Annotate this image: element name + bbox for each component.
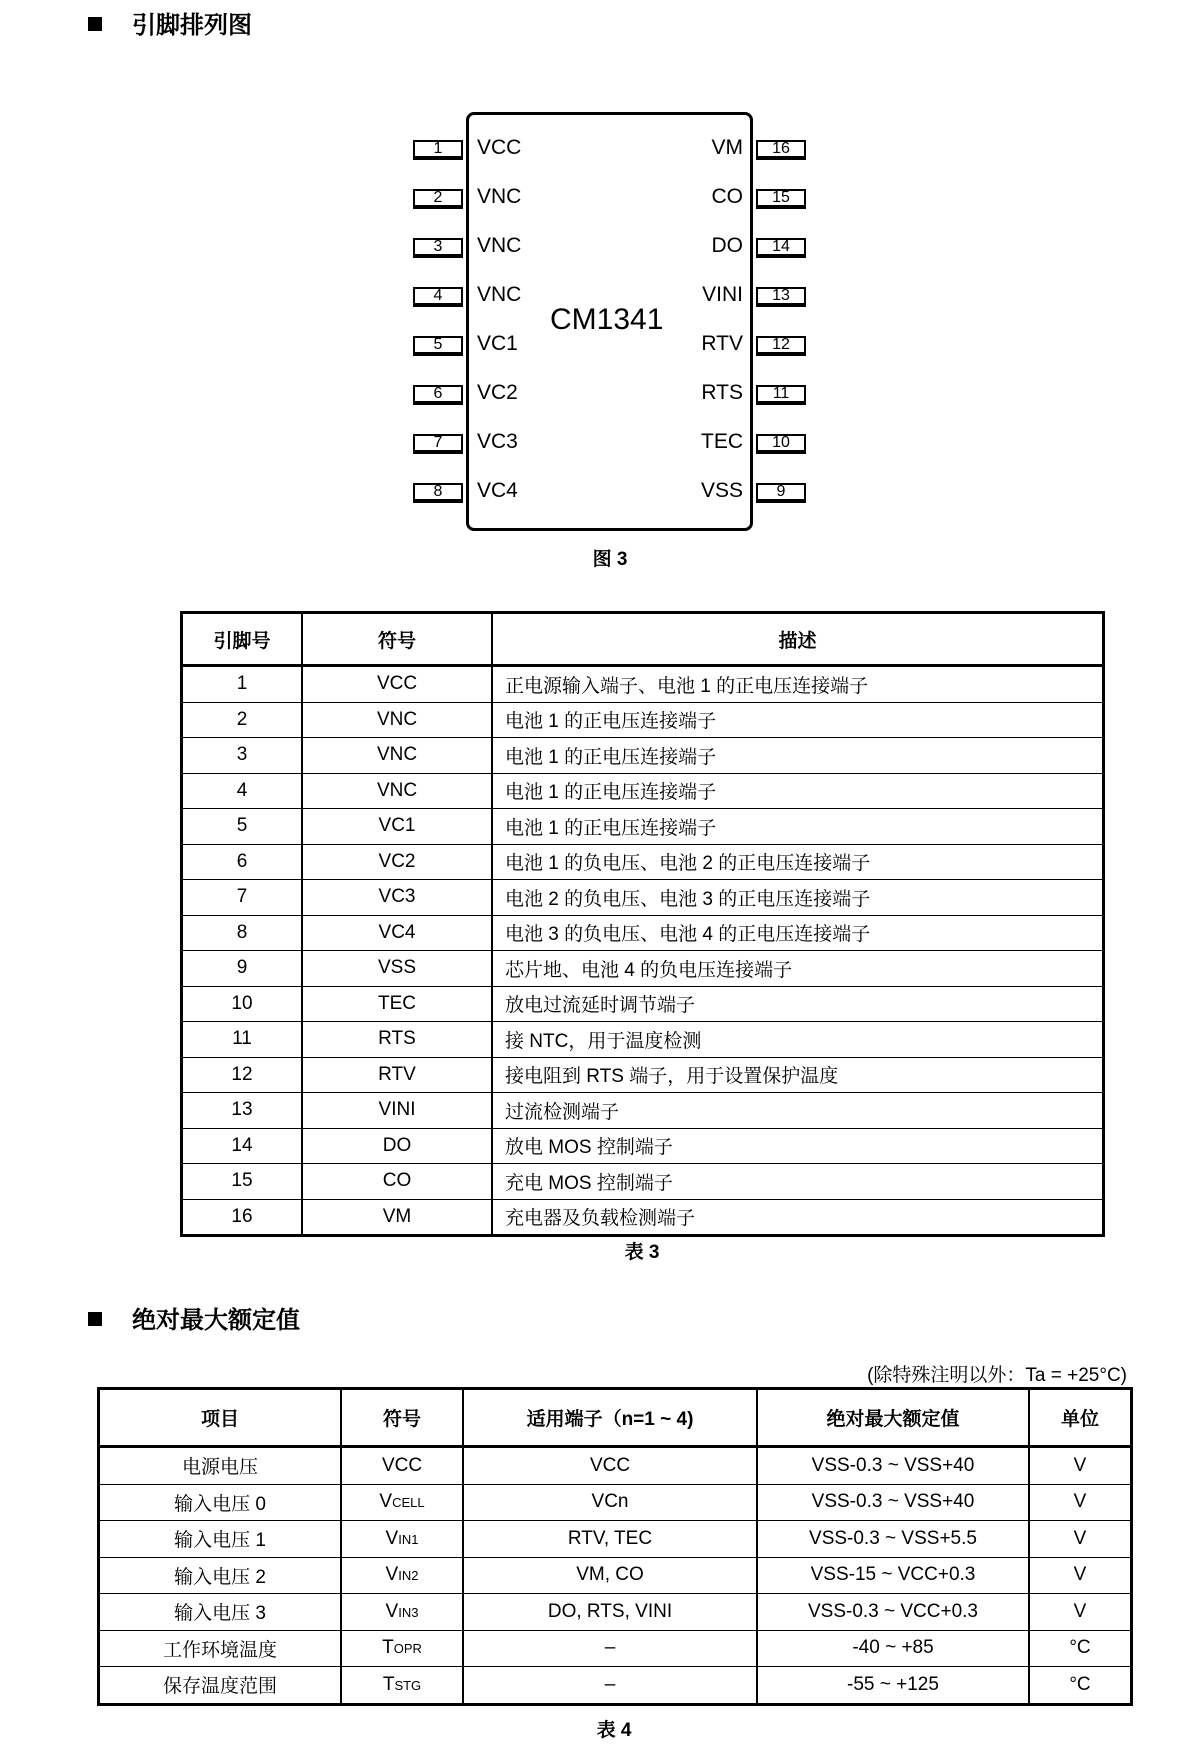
pin-number-box: 11 [756, 385, 806, 405]
absolute-max-rating-table [97, 1387, 1133, 1706]
symbol-cell [341, 1557, 463, 1594]
pin-number-cell: 2 [182, 702, 303, 738]
description-cell: 接 NTC，用于温度检测 [492, 1022, 1104, 1058]
description-cell: 电池 1 的正电压连接端子 [492, 738, 1104, 774]
unit-cell: V [1029, 1447, 1132, 1485]
pin-description-table [180, 611, 1105, 1237]
pin-label: CO [711, 185, 743, 208]
table-row [99, 1484, 1132, 1521]
table-row [99, 1630, 1132, 1667]
unit-cell: °C [1029, 1630, 1132, 1667]
section-heading-abs-max [88, 1307, 300, 1335]
symbol-subscript: STG [394, 1677, 422, 1693]
table-row [99, 1557, 1132, 1594]
symbol-subscript: IN2 [398, 1568, 419, 1584]
description-cell: 充电器及负载检测端子 [492, 1199, 1104, 1236]
pin-number-cell: 4 [182, 773, 303, 809]
pin-label: VC1 [477, 332, 518, 355]
applicable-pins-cell: VCC [463, 1447, 757, 1485]
item-cell: 输入电压 2 [99, 1557, 342, 1594]
table-row [182, 1128, 1104, 1164]
symbol-subscript: IN1 [398, 1531, 419, 1547]
symbol-cell: VINI [302, 1093, 492, 1129]
square-bullet-icon [88, 1312, 102, 1326]
column-header: 引脚号 [182, 613, 303, 666]
table-row [99, 1667, 1132, 1705]
pin-label: VNC [477, 283, 522, 306]
symbol-cell: RTV [302, 1057, 492, 1093]
symbol-cell: VM [302, 1199, 492, 1236]
symbol-text: T [382, 1637, 394, 1659]
applicable-pins-cell: RTV, TEC [463, 1521, 757, 1558]
figure-caption: 图 3 [592, 549, 628, 570]
symbol-cell [341, 1447, 463, 1485]
unit-cell: V [1029, 1557, 1132, 1594]
table-row [182, 1199, 1104, 1236]
symbol-subscript: CELL [392, 1495, 425, 1511]
pin-number-cell: 7 [182, 880, 303, 916]
pin-number-box: 9 [756, 483, 806, 503]
item-cell: 输入电压 0 [99, 1484, 342, 1521]
description-cell: 电池 2 的负电压、电池 3 的正电压连接端子 [492, 880, 1104, 916]
table-row [182, 1093, 1104, 1129]
symbol-cell: VNC [302, 773, 492, 809]
column-header: 适用端子（n=1 ~ 4) [463, 1389, 757, 1447]
pin-label: VC3 [477, 430, 518, 453]
symbol-cell: CO [302, 1164, 492, 1200]
column-header: 绝对最大额定值 [757, 1389, 1029, 1447]
pin-number-cell: 15 [182, 1164, 303, 1200]
applicable-pins-cell: VCn [463, 1484, 757, 1521]
pin-label: VM [711, 136, 743, 159]
unit-cell: V [1029, 1484, 1132, 1521]
rating-value-cell: VSS-0.3 ~ VSS+40 [757, 1447, 1029, 1485]
pin-label: VCC [477, 136, 522, 159]
symbol-cell: VC2 [302, 844, 492, 880]
pin-label: RTV [701, 332, 743, 355]
symbol-text: V [385, 1564, 399, 1586]
symbol-cell: VNC [302, 738, 492, 774]
description-cell: 放电 MOS 控制端子 [492, 1128, 1104, 1164]
description-cell: 电池 1 的负电压、电池 2 的正电压连接端子 [492, 844, 1104, 880]
pin-number-box: 2 [413, 189, 463, 209]
symbol-text: V [385, 1527, 399, 1549]
pin-number-box: 13 [756, 287, 806, 307]
applicable-pins-cell: VM, CO [463, 1557, 757, 1594]
pin-number-cell: 11 [182, 1022, 303, 1058]
table-row [182, 844, 1104, 880]
pin-label: TEC [701, 430, 743, 453]
symbol-text: V [385, 1600, 399, 1622]
pin-label: DO [711, 234, 743, 257]
table-row [182, 1057, 1104, 1093]
symbol-subscript: OPR [393, 1641, 422, 1657]
symbol-cell: VSS [302, 951, 492, 987]
pin-number-box: 12 [756, 336, 806, 356]
pin-number-box: 8 [413, 483, 463, 503]
description-cell: 电池 1 的正电压连接端子 [492, 809, 1104, 845]
table-row [182, 738, 1104, 774]
symbol-cell [341, 1484, 463, 1521]
table-row [99, 1521, 1132, 1558]
item-cell: 电源电压 [99, 1447, 342, 1485]
pin-label: VC2 [477, 381, 518, 404]
table-row [182, 1022, 1104, 1058]
column-header: 符号 [302, 613, 492, 666]
column-header: 符号 [341, 1389, 463, 1447]
rating-value-cell: -55 ~ +125 [757, 1667, 1029, 1705]
symbol-cell: TEC [302, 986, 492, 1022]
pin-number-box: 6 [413, 385, 463, 405]
pin-label: VSS [700, 479, 743, 502]
rating-value-cell: VSS-0.3 ~ VCC+0.3 [757, 1594, 1029, 1631]
chip-name: CM1341 [550, 303, 664, 336]
column-header: 项目 [99, 1389, 342, 1447]
table-caption: 表 3 [624, 1242, 660, 1263]
table-header-row [182, 613, 1104, 666]
pin-number-cell: 8 [182, 915, 303, 951]
pin-number-cell: 5 [182, 809, 303, 845]
pin-number-box: 7 [413, 434, 463, 454]
pin-number-box: 16 [756, 140, 806, 160]
symbol-cell: RTS [302, 1022, 492, 1058]
applicable-pins-cell: – [463, 1630, 757, 1667]
column-header: 单位 [1029, 1389, 1132, 1447]
table-header-row [99, 1389, 1132, 1447]
pin-number-cell: 10 [182, 986, 303, 1022]
section-heading-pinout [88, 12, 252, 40]
symbol-text: VCC [381, 1454, 423, 1476]
pin-number-cell: 3 [182, 738, 303, 774]
table-row [182, 951, 1104, 987]
symbol-text: T [382, 1673, 395, 1695]
symbol-cell: DO [302, 1128, 492, 1164]
table-row [182, 773, 1104, 809]
symbol-cell: VC4 [302, 915, 492, 951]
table-row [99, 1447, 1132, 1485]
rating-value-cell: -40 ~ +85 [757, 1630, 1029, 1667]
table-caption: 表 4 [596, 1720, 632, 1741]
description-cell: 芯片地、电池 4 的负电压连接端子 [492, 951, 1104, 987]
table-row [182, 702, 1104, 738]
pin-number-box: 5 [413, 336, 463, 356]
pin-number-cell: 14 [182, 1128, 303, 1164]
symbol-cell: VC3 [302, 880, 492, 916]
pin-number-box: 3 [413, 238, 463, 258]
pin-label: VNC [477, 234, 522, 257]
description-cell: 正电源输入端子、电池 1 的正电压连接端子 [492, 666, 1104, 703]
pin-number-box: 10 [756, 434, 806, 454]
section-title: 绝对最大额定值 [132, 1307, 300, 1334]
symbol-cell: VNC [302, 702, 492, 738]
applicable-pins-cell: DO, RTS, VINI [463, 1594, 757, 1631]
condition-note: (除特殊注明以外：Ta = +25°C) [867, 1365, 1127, 1386]
unit-cell: V [1029, 1521, 1132, 1558]
symbol-cell [341, 1630, 463, 1667]
pin-number-cell: 13 [182, 1093, 303, 1129]
column-header: 描述 [492, 613, 1104, 666]
pin-label: VINI [702, 283, 743, 306]
pin-number-cell: 9 [182, 951, 303, 987]
table-row [99, 1594, 1132, 1631]
pin-number-box: 14 [756, 238, 806, 258]
description-cell: 过流检测端子 [492, 1093, 1104, 1129]
description-cell: 电池 1 的正电压连接端子 [492, 702, 1104, 738]
pin-number-box: 4 [413, 287, 463, 307]
item-cell: 工作环境温度 [99, 1630, 342, 1667]
symbol-cell: VC1 [302, 809, 492, 845]
symbol-cell [341, 1594, 463, 1631]
pin-number-box: 15 [756, 189, 806, 209]
table-row [182, 666, 1104, 703]
table-row [182, 986, 1104, 1022]
symbol-cell [341, 1521, 463, 1558]
item-cell: 输入电压 1 [99, 1521, 342, 1558]
pin-number-cell: 16 [182, 1199, 303, 1236]
table-row [182, 915, 1104, 951]
unit-cell: °C [1029, 1667, 1132, 1705]
table-row [182, 809, 1104, 845]
symbol-subscript: IN3 [398, 1604, 419, 1620]
pin-number-cell: 12 [182, 1057, 303, 1093]
description-cell: 电池 3 的负电压、电池 4 的正电压连接端子 [492, 915, 1104, 951]
symbol-cell: VCC [302, 666, 492, 703]
pin-number-cell: 1 [182, 666, 303, 703]
item-cell: 输入电压 3 [99, 1594, 342, 1631]
table-row [182, 880, 1104, 916]
pin-label: VC4 [477, 479, 518, 502]
rating-value-cell: VSS-15 ~ VCC+0.3 [757, 1557, 1029, 1594]
item-cell: 保存温度范围 [99, 1667, 342, 1705]
rating-value-cell: VSS-0.3 ~ VSS+5.5 [757, 1521, 1029, 1558]
description-cell: 放电过流延时调节端子 [492, 986, 1104, 1022]
pin-label: VNC [477, 185, 522, 208]
table-row [182, 1164, 1104, 1200]
description-cell: 电池 1 的正电压连接端子 [492, 773, 1104, 809]
applicable-pins-cell: – [463, 1667, 757, 1705]
square-bullet-icon [88, 17, 102, 31]
symbol-text: V [379, 1491, 393, 1513]
pin-number-box: 1 [413, 140, 463, 160]
unit-cell: V [1029, 1594, 1132, 1631]
symbol-cell [341, 1667, 463, 1705]
description-cell: 接电阻到 RTS 端子，用于设置保护温度 [492, 1057, 1104, 1093]
pin-label: RTS [701, 381, 743, 404]
pin-number-cell: 6 [182, 844, 303, 880]
section-title: 引脚排列图 [132, 12, 252, 39]
description-cell: 充电 MOS 控制端子 [492, 1164, 1104, 1200]
rating-value-cell: VSS-0.3 ~ VSS+40 [757, 1484, 1029, 1521]
